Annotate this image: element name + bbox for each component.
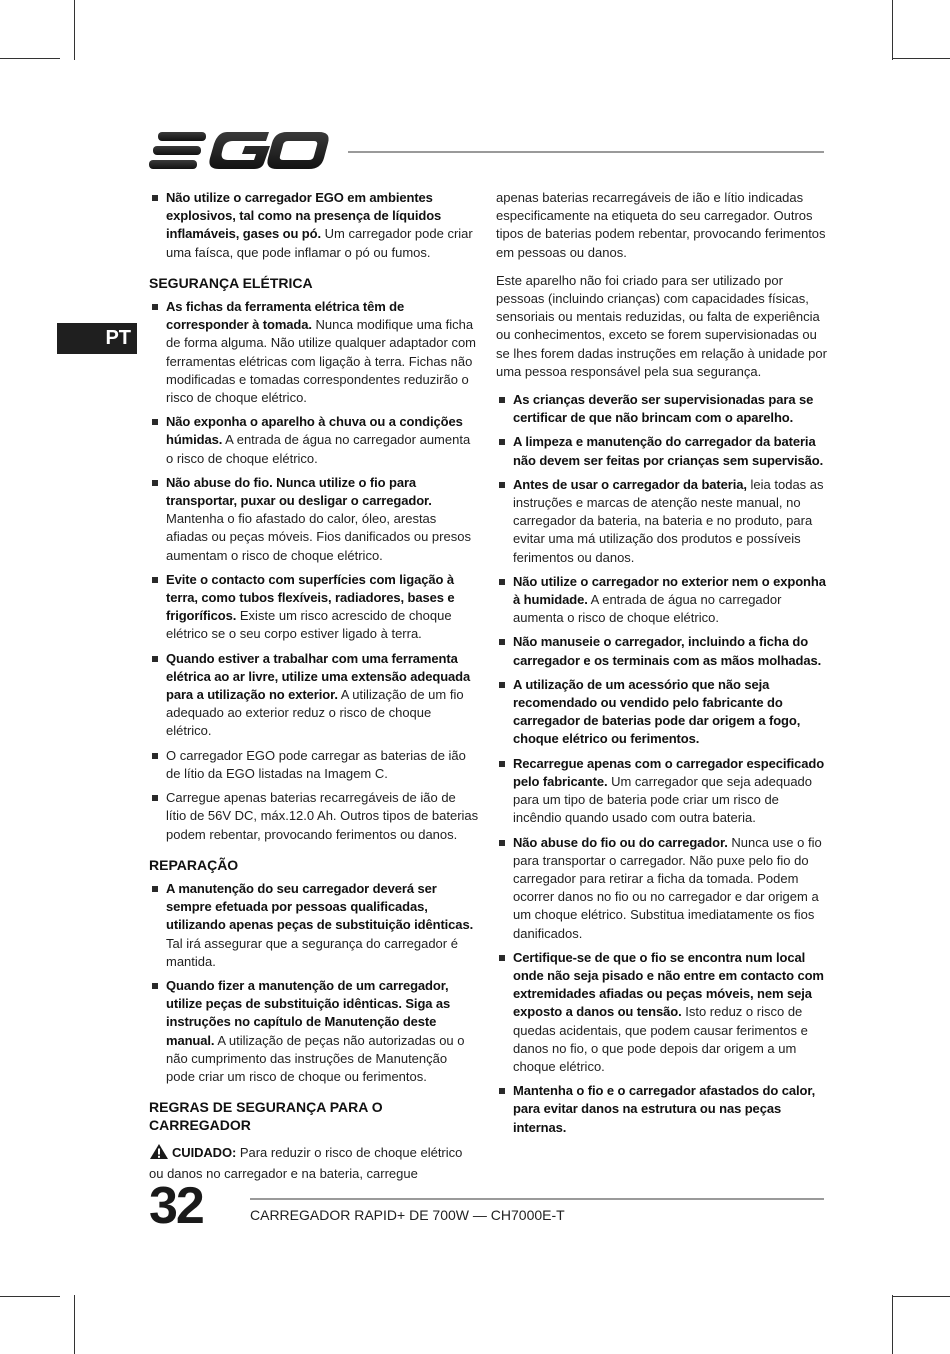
charger-rules-list — [496, 391, 828, 1137]
paragraph: Este aparelho não foi criado para ser utilizado por pessoas (incluindo crianças) com capacidades físicas, sensoriais ou mentais reduzidas, ou falta de experiência ou conhecimentos, exceto se forem supervisionadas ou se lhes forem dadas instruções em relação à unidade por uma pessoa responsável pela sua segurança. — [496, 272, 827, 379]
list-item: As fichas da ferramenta elétrica têm de corresponder à tomada. Nunca modifique uma ficha de forma alguma. Não utilize qualquer adaptador com ferramentas elétricas com ligação à terra. Fichas não modificadas e tomadas correspondentes reduzirão o risco de choque elétrico. — [149, 298, 479, 407]
list-item: O carregador EGO pode carregar as baterias de ião de lítio da EGO listadas na Imagem C. — [149, 747, 479, 783]
crop-mark — [892, 58, 950, 59]
crop-mark — [0, 58, 60, 59]
crop-mark — [0, 1296, 60, 1297]
list-item: Não exponha o aparelho à chuva ou a condições húmidas. A entrada de água no carregador aumenta o risco de choque elétrico. — [149, 413, 479, 468]
list-item: Não utilize o carregador EGO em ambientes explosivos, tal como na presença de líquidos inflamáveis, gases ou pó. Um carregador pode criar uma faísca, que pode inflamar o pó ou fumos. — [149, 189, 479, 262]
list-item: Mantenha o fio e o carregador afastados do calor, para evitar danos na estrutura ou nas peças internas. — [496, 1082, 828, 1137]
list-item: Não abuse do fio. Nunca utilize o fio para transportar, puxar ou desligar o carregador. Mantenha o fio afastado do calor, óleo, arestas afiadas ou peças móveis. Fios danificados ou presos aumentam o risco de choque elétrico. — [149, 474, 479, 565]
section-heading-electrical: SEGURANÇA ELÉTRICA — [149, 274, 313, 291]
list-item: A limpeza e manutenção do carregador da bateria não devem ser feitas por crianças sem supervisão. — [496, 433, 828, 469]
caution-text: Para reduzir o risco de choque elétrico ou danos no carregador e na bateria, carregue — [149, 1144, 463, 1181]
list-item: Não utilize o carregador no exterior nem o exponha à humidade. A entrada de água no carregador aumenta o risco de choque elétrico. — [496, 573, 828, 628]
crop-mark — [892, 1295, 893, 1354]
list-item: A utilização de um acessório que não seja recomendado ou vendido pelo fabricante do carregador de baterias pode dar origem a fogo, choque elétrico ou ferimentos. — [496, 676, 828, 749]
intro-list — [149, 189, 479, 262]
list-item: A manutenção do seu carregador deverá ser sempre efetuada por pessoas qualificadas, utilizando apenas peças de substituição idênticas. Tal irá assegurar que a segurança do carregador é mantida. — [149, 880, 479, 971]
left-column — [149, 189, 479, 1183]
list-item: Não manuseie o carregador, incluindo a ficha do carregador e os terminais com as mãos molhadas. — [496, 633, 828, 669]
list-item: Certifique-se de que o fio se encontra num local onde não seja pisado e não entre em contacto com extremidades afiadas ou peças móveis, nem seja exposto a danos ou tensão. Isto reduz o risco de quedas acidentais, que podem causar ferimentos e danos no fio, o que pode depois dar origem a um choque elétrico. — [496, 949, 828, 1076]
ego-logo — [149, 130, 331, 172]
electrical-list — [149, 298, 479, 844]
crop-mark — [892, 1296, 950, 1297]
language-code: PT — [105, 327, 131, 349]
paragraph: apenas baterias recarregáveis de ião e lítio indicadas especificamente na etiqueta do seu carregador. Outros tipos de baterias podem rebentar, provocando ferimentos em pessoas ou danos. — [496, 190, 826, 260]
caution-label: CUIDADO: — [172, 1144, 237, 1160]
language-tab — [57, 323, 137, 354]
crop-mark — [892, 0, 893, 60]
list-item: Recarregue apenas com o carregador especificado pelo fabricante. Um carregador que seja adequado para um tipo de bateria pode criar um risco de incêndio quando usado com outra bateria. — [496, 755, 828, 828]
list-item: Antes de usar o carregador da bateria, leia todas as instruções e marcas de atenção neste manual, no carregador da bateria, na bateria e no produto, para evitar uma má utilização dos produtos e possíveis ferimentos ou danos. — [496, 476, 828, 567]
list-item: Carregue apenas baterias recarregáveis de ião de lítio de 56V DC, máx.12.0 Ah. Outros tipos de baterias podem rebentar, provocando ferimentos ou danos. — [149, 789, 479, 844]
list-item: As crianças deverão ser supervisionadas para se certificar de que não brincam com o aparelho. — [496, 391, 828, 427]
crop-mark — [74, 1295, 75, 1354]
header-rule — [348, 151, 824, 153]
section-heading-charger: REGRAS DE SEGURANÇA PARA O CARREGADOR — [149, 1099, 383, 1134]
page-number: 32 — [149, 1177, 203, 1235]
repair-list — [149, 880, 479, 1086]
list-item: Não abuse do fio ou do carregador. Nunca use o fio para transportar o carregador. Não puxe pelo fio do carregador para retirar a ficha da tomada. Podem ocorrer danos no fio ou no carregador e dar origem a um choque elétrico. Substitua imediatamente os fios danificados. — [496, 834, 828, 943]
list-item: Quando estiver a trabalhar com uma ferramenta elétrica ao ar livre, utilize uma extensão adequada para a utilização no exterior. A utilização de um fio adequado ao exterior reduz o risco de choque elétrico. — [149, 650, 479, 741]
warning-triangle-icon — [149, 1143, 169, 1165]
list-item: Quando fizer a manutenção de um carregador, utilize peças de substituição idênticas. Siga as instruções no capítulo de Manutenção deste manual. A utilização de peças não autorizadas ou o não cumprimento das instruções de Manutenção pode criar um risco de choque ou ferimentos. — [149, 977, 479, 1086]
section-heading-repair: REPARAÇÃO — [149, 856, 239, 873]
footer-title: CARREGADOR RAPID+ DE 700W — CH7000E-T — [250, 1207, 565, 1223]
footer-rule — [250, 1198, 824, 1200]
right-column — [496, 189, 828, 1143]
list-item: Evite o contacto com superfícies com ligação à terra, como tubos flexíveis, radiadores, bases e frigoríficos. Existe um risco acrescido de choque elétrico se o seu corpo estiver ligado à terra. — [149, 571, 479, 644]
crop-mark — [74, 0, 75, 60]
